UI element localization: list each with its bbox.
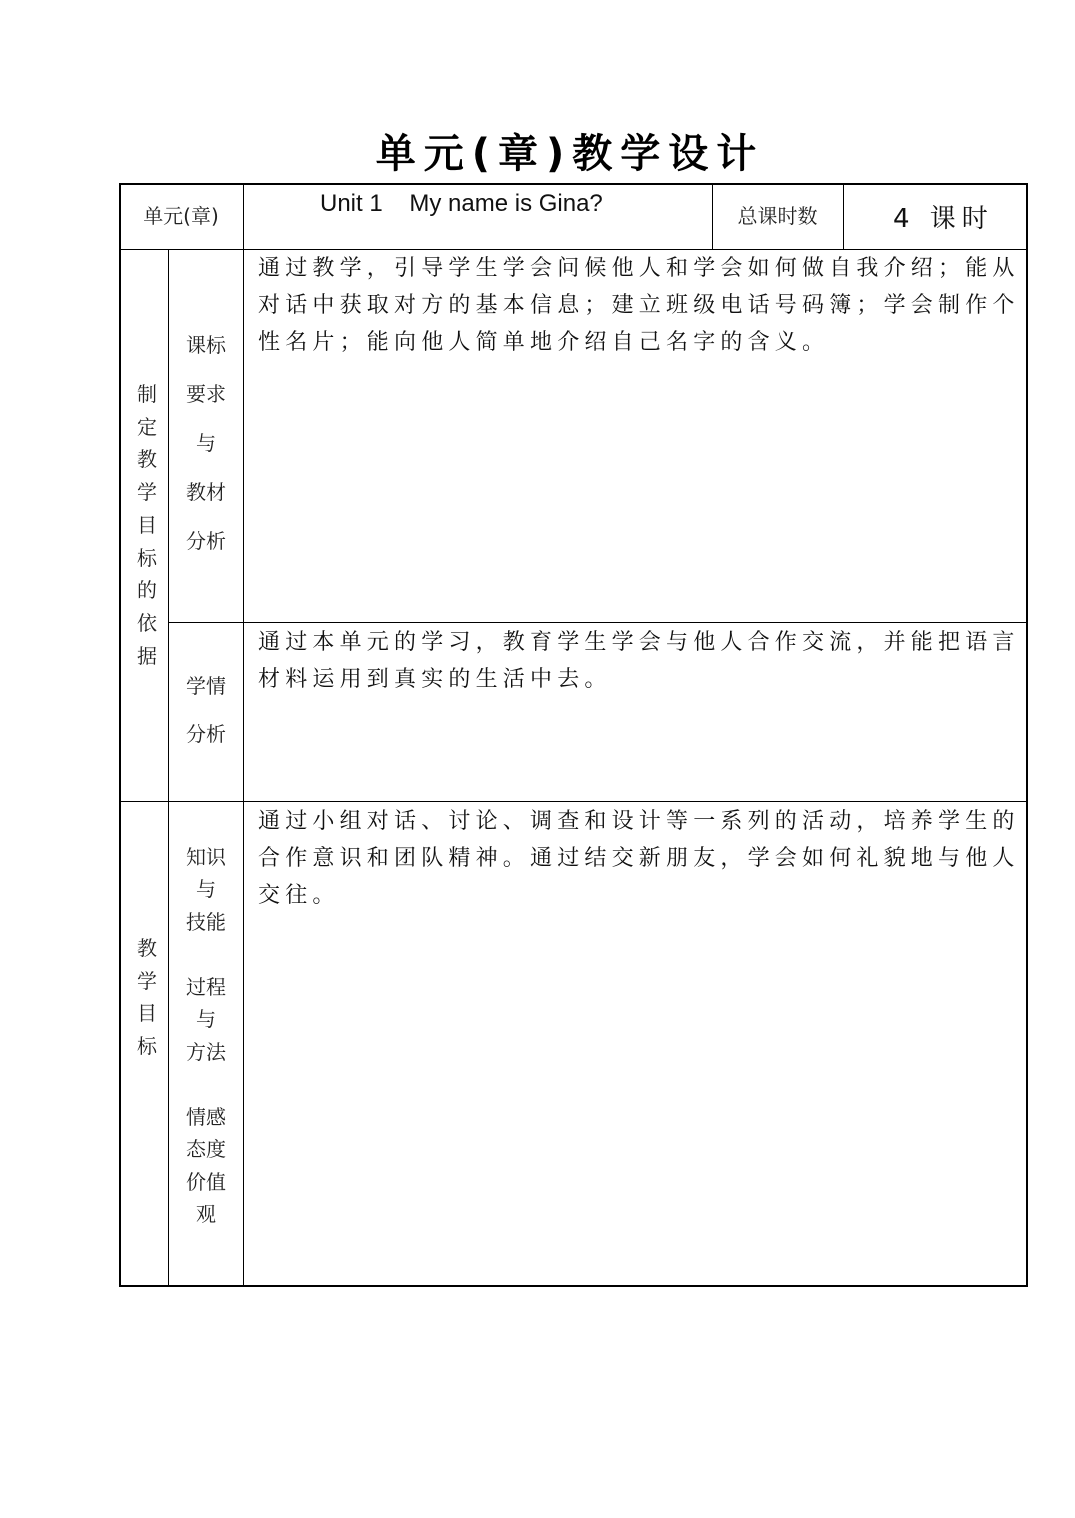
learner-analysis-text: 通过本单元的学习，教育学生学会与他人合作交流，并能把语言材料运用到真实的生活中去。 (258, 630, 1020, 692)
table-border-top (119, 183, 1028, 185)
curriculum-label-2: 要求 (186, 382, 226, 406)
learner-label-1: 学情 (186, 674, 226, 698)
curriculum-label-4: 教材 (186, 480, 226, 504)
goal-label-6: 与 (196, 1007, 216, 1031)
hours-label: 总课时数 (737, 204, 818, 228)
hours-value: 4 课时 (893, 204, 994, 234)
section-divider (119, 801, 1028, 802)
section1-divider-b (243, 249, 244, 1286)
goal-label-11: 价值 (186, 1170, 226, 1194)
table-border-right (1026, 183, 1028, 1287)
section1-label: 制定教学目标的依据 (137, 382, 157, 668)
unit-label: 单元(章) (143, 204, 219, 228)
goal-label-10: 态度 (186, 1137, 226, 1161)
section1-row-split (168, 622, 1028, 623)
unit-name: Unit 1 My name is Gina? (320, 190, 603, 217)
page-title: 单元(章)教学设计 (375, 131, 765, 177)
goal-label-12: 观 (196, 1202, 216, 1226)
goal-label-3: 技能 (186, 910, 226, 934)
table-border-left (119, 183, 121, 1287)
teaching-goals-text: 通过小组对话、讨论、调查和设计等一系列的活动，培养学生的合作意识和团队精神。通过结交新朋友，学会如何礼貌地与他人交往。 (258, 809, 1020, 908)
curriculum-label-1: 课标 (186, 333, 226, 357)
goal-label-1: 知识 (186, 845, 226, 869)
header-divider-1 (243, 183, 244, 250)
goal-label-7: 方法 (186, 1040, 226, 1064)
goal-label-5: 过程 (186, 975, 226, 999)
curriculum-label-3: 与 (196, 431, 216, 455)
header-divider-3 (843, 183, 844, 250)
goal-label-2: 与 (196, 877, 216, 901)
section2-label: 教学目标 (137, 936, 157, 1059)
curriculum-analysis-text: 通过教学，引导学生学会问候他人和学会如何做自我介绍；能从对话中获取对方的基本信息；建立班级电话号码簿；学会制作个性名片；能向他人简单地介绍自己名字的含义。 (258, 256, 1020, 355)
learner-label-2: 分析 (186, 722, 226, 746)
curriculum-label-5: 分析 (186, 529, 226, 553)
table-border-bottom (119, 1285, 1028, 1287)
goal-label-9: 情感 (186, 1105, 226, 1129)
